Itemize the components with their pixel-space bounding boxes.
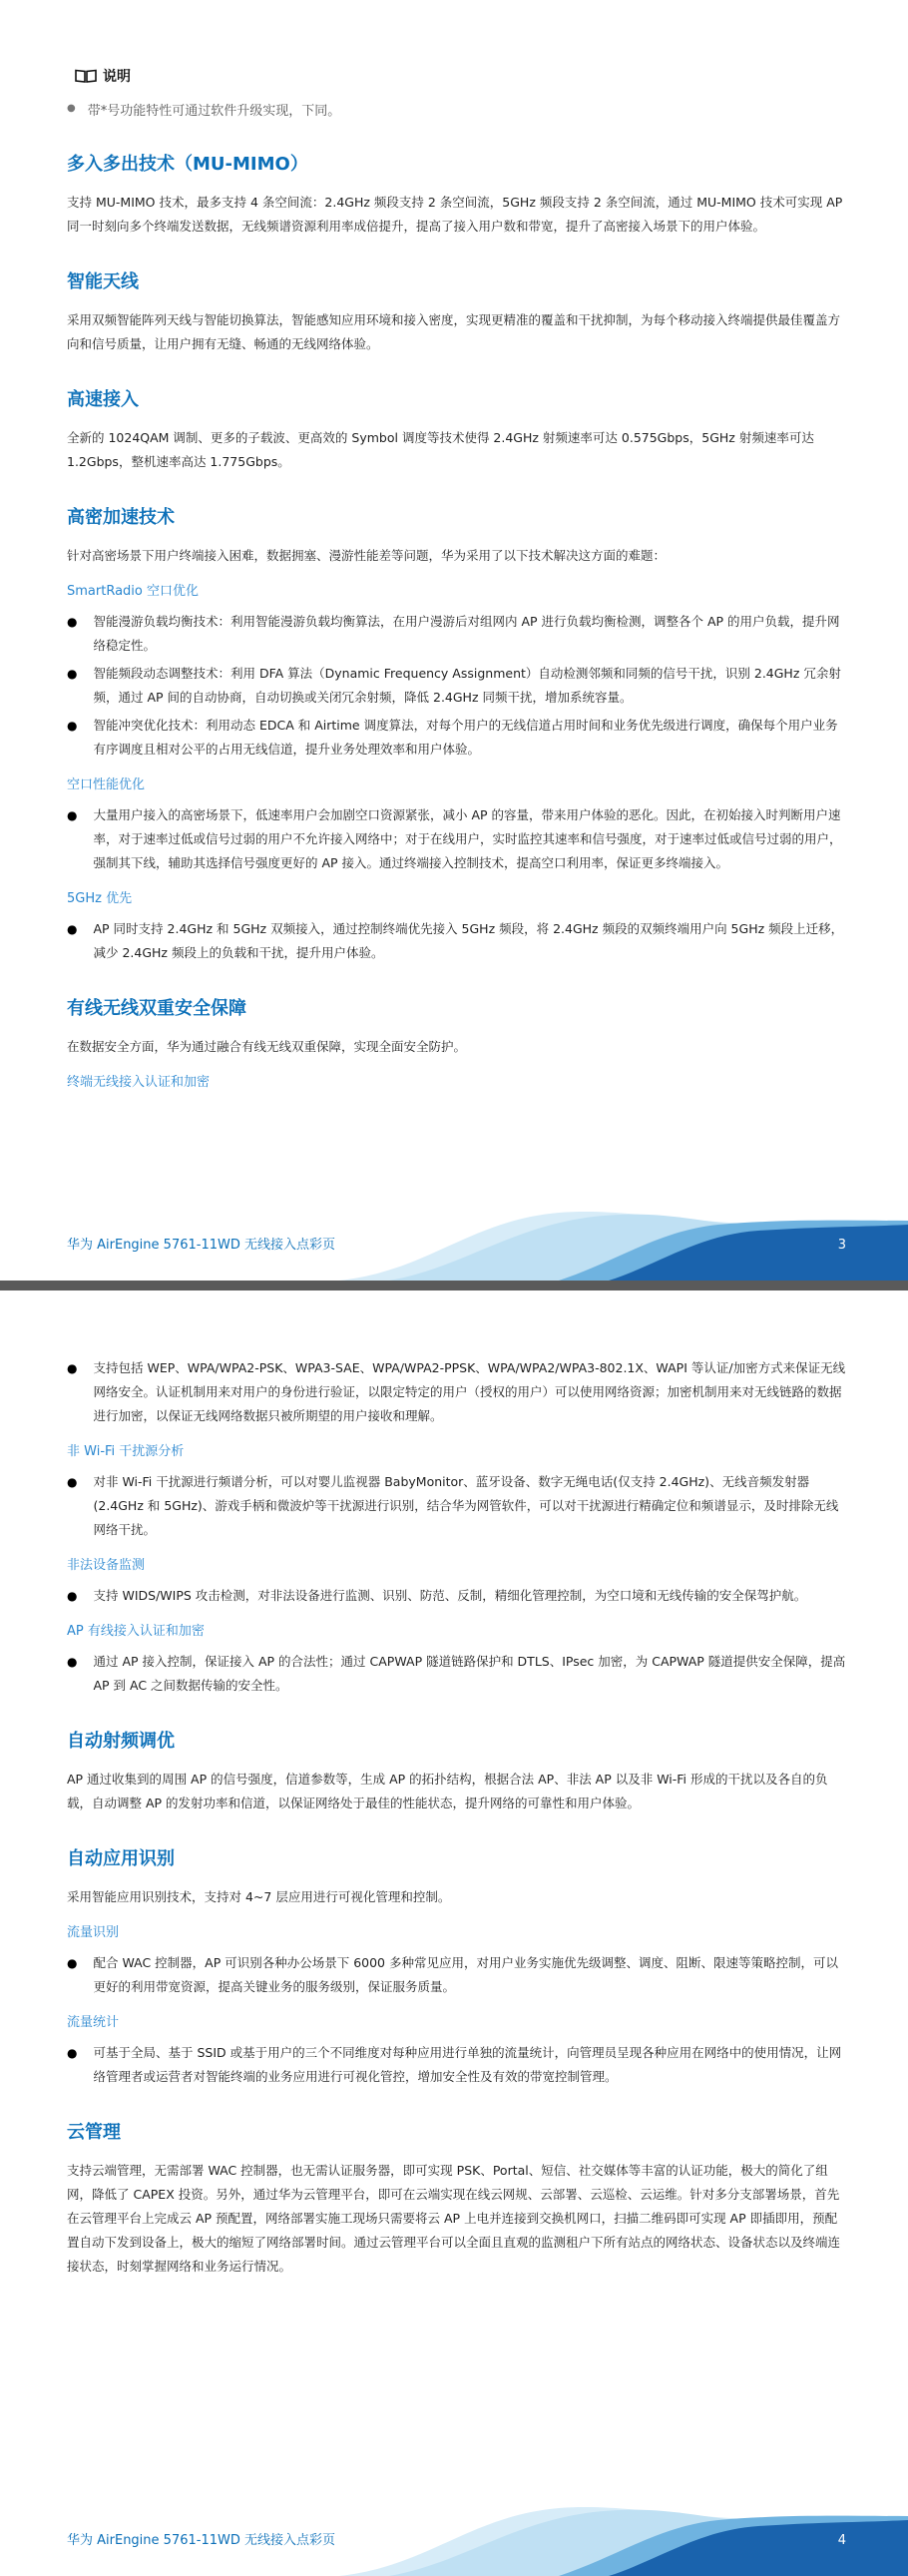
bullet-text: 智能漫游负载均衡技术：利用智能漫游负载均衡算法，在用户漫游后对组网内 AP 进行负载均衡检测，调整各个 AP 的用户负载，提升网络稳定性。 bbox=[93, 614, 840, 653]
bullet-item bbox=[67, 610, 846, 658]
bullet-dot: ● bbox=[67, 615, 78, 629]
note-label: 说明 bbox=[103, 69, 131, 85]
paragraph: 针对高密场景下用户终端接入困难，数据拥塞、漫游性能差等问题，华为采用了以下技术解决这方面的难题： bbox=[67, 548, 667, 563]
paragraph: 支持云端管理，无需部署 WAC 控制器，也无需认证服务器，即可实现 PSK、Portal、短信、社交媒体等丰富的认证功能，极大的简化了组网，降低了 CAPEX 投资。另外，通过华为云管理平台，即可在云端实现在线云网规、云部署、云巡检、云运维。针对多分支部署场景，首先在云管理平台上完成云 AP 预配置，网络部署实施工现场只需要将云 AP 上电并连接到交换机网口，扫描二维码即可实现 AP 即插即用，预配置自动下发到设备上，极大的缩短了网络部署时间。通过云管理平台可以全面且直观的监测租户下所有站点的网络状态、设备状态以及终端连接状态，时刻掌握网络和业务运行情况。 bbox=[67, 2163, 841, 2274]
section-title: 高密加速技术 bbox=[67, 507, 175, 528]
subsection-title: AP 有线接入认证和加密 bbox=[67, 1624, 205, 1639]
bullet-dot: ● bbox=[67, 1956, 78, 1970]
bullet-dot: ● bbox=[67, 103, 76, 114]
bullet-item bbox=[67, 1584, 846, 1608]
subsection-title: 终端无线接入认证和加密 bbox=[67, 1075, 211, 1090]
paragraph: 在数据安全方面，华为通过融合有线无线双重保障，实现全面安全防护。 bbox=[67, 1039, 467, 1054]
bullet-text: 配合 WAC 控制器，AP 可识别各种办公场景下 6000 多种常见应用，对用户业务实施优先级调整、调度、阻断、限速等策略控制，可以更好的利用带宽资源，提高关键业务的服务级别，保证服务质量。 bbox=[93, 1955, 838, 1994]
section-title: 云管理 bbox=[67, 2122, 121, 2143]
bullet-text: 支持 WIDS/WIPS 攻击检测，对非法设备进行监测、识别、防范、反制，精细化管理控制，为空口境和无线传输的安全保驾护航。 bbox=[93, 1588, 807, 1603]
page-footer bbox=[0, 2496, 908, 2576]
note-heading bbox=[75, 66, 846, 86]
bullet-text: 通过 AP 接入控制，保证接入 AP 的合法性；通过 CAPWAP 隧道链路保护和 DTLS、IPsec 加密，为 CAPWAP 隧道提供安全保障，提高 AP 到 AC 之间数据传输的安全性。 bbox=[93, 1654, 846, 1693]
bullet-text: 支持包括 WEP、WPA/WPA2-PSK、WPA3-SAE、WPA/WPA2-PPSK、WPA/WPA2/WPA3-802.1X、WAPI 等认证/加密方式来保证无线网络安全。认证机制用来对用户的身份进行验证，以限定特定的用户（授权的用户）可以使用网络资源；加密机制用来对无线链路的数据进行加密，以保证无线网络数据只被所期望的用户接收和理解。 bbox=[93, 1360, 846, 1423]
page-footer bbox=[0, 1201, 908, 1281]
paragraph: AP 通过收集到的周围 AP 的信号强度，信道参数等，生成 AP 的拓扑结构，根据合法 AP、非法 AP 以及非 Wi-Fi 形成的干扰以及各自的负载，自动调整 AP 的发射功率和信道，以保证网络处于最佳的性能状态，提升网络的可靠性和用户体验。 bbox=[67, 1772, 828, 1810]
note-item bbox=[67, 100, 846, 119]
footer-title: 华为 AirEngine 5761-11WD 无线接入点彩页 bbox=[67, 2533, 335, 2548]
bullet-item bbox=[67, 1951, 846, 1999]
bullet-text: 智能冲突优化技术：利用动态 EDCA 和 Airtime 调度算法，对每个用户的无线信道占用时间和业务优先级进行调度，确保每个用户业务有序调度且相对公平的占用无线信道，提升业务处理效率和用户体验。 bbox=[93, 718, 838, 757]
bullet-text: 可基于全局、基于 SSID 或基于用户的三个不同维度对每种应用进行单独的流量统计，向管理员呈现各种应用在网络中的使用情况，让网络管理者或运营者对智能终端的业务应用进行可视化管控，增加安全性及有效的带宽控制管理。 bbox=[93, 2045, 842, 2084]
page-4 bbox=[0, 1290, 908, 2576]
bullet-dot: ● bbox=[67, 1361, 78, 1375]
bullet-text: 大量用户接入的高密场景下，低速率用户会加剧空口资源紧张，减小 AP 的容量，带来用户体验的恶化。因此，在初始接入时判断用户速率，对于速率过低或信号过弱的用户不允许接入网络中；对于在线用户，实时监控其速率和信号强度，对于速率过低或信号过弱的用户，强制其下线，辅助其选择信号强度更好的 AP 接入。通过终端接入控制技术，提高空口利用率，保证更多终端接入。 bbox=[93, 807, 842, 870]
bullet-dot: ● bbox=[67, 719, 78, 733]
sections bbox=[67, 1356, 846, 2279]
paragraph: 采用智能应用识别技术，支持对 4~7 层应用进行可视化管理和控制。 bbox=[67, 1889, 451, 1904]
section-title: 多入多出技术（MU-MIMO） bbox=[67, 154, 308, 175]
subsection-title: 非法设备监测 bbox=[67, 1558, 146, 1573]
bullet-item bbox=[67, 714, 846, 762]
bullet-dot: ● bbox=[67, 808, 78, 822]
subsection-title: 流量识别 bbox=[67, 1925, 120, 1940]
bullet-dot: ● bbox=[67, 1589, 78, 1603]
bullet-item bbox=[67, 2041, 846, 2089]
section-title: 有线无线双重安全保障 bbox=[67, 998, 246, 1019]
page-content bbox=[67, 1356, 846, 2279]
bullet-dot: ● bbox=[67, 1475, 78, 1489]
page-number: 4 bbox=[837, 2533, 846, 2548]
paragraph: 全新的 1024QAM 调制、更多的子载波、更高效的 Symbol 调度等技术使得 2.4GHz 射频速率可达 0.575Gbps，5GHz 射频速率可达 1.2Gbps，整机速率高达 1.775Gbps。 bbox=[67, 430, 814, 469]
bullet-text: 智能频段动态调整技术：利用 DFA 算法（Dynamic Frequency Assignment）自动检测邻频和同频的信号干扰，识别 2.4GHz 冗余射频，通过 AP 间的自动协商，自动切换或关闭冗余射频，降低 2.4GHz 同频干扰，增加系统容量。 bbox=[93, 666, 841, 705]
sections bbox=[67, 153, 846, 1093]
paragraph: 支持 MU-MIMO 技术，最多支持 4 条空间流：2.4GHz 频段支持 2 条空间流，5GHz 频段支持 2 条空间流，通过 MU-MIMO 技术可实现 AP 同一时刻向多个终端发送数据，无线频谱资源利用率成倍提升，提高了接入用户数和带宽，提升了高密接入场景下的用户体验。 bbox=[67, 195, 843, 234]
bullet-dot: ● bbox=[67, 2046, 78, 2060]
bullet-item bbox=[67, 917, 846, 965]
paragraph: 采用双频智能阵列天线与智能切换算法，智能感知应用环境和接入密度，实现更精准的覆盖和干扰抑制，为每个移动接入终端提供最佳覆盖方向和信号质量，让用户拥有无缝、畅通的无线网络体验。 bbox=[67, 312, 841, 351]
section-title: 高速接入 bbox=[67, 389, 139, 410]
bullet-dot: ● bbox=[67, 922, 78, 936]
note-text: 带*号功能特性可通过软件升级实现，下同。 bbox=[87, 104, 341, 119]
section-title: 自动射频调优 bbox=[67, 1731, 175, 1752]
subsection-title: 空口性能优化 bbox=[67, 777, 146, 792]
section-title: 智能天线 bbox=[67, 271, 139, 292]
bullet-item bbox=[67, 1650, 846, 1698]
book-icon bbox=[75, 69, 97, 83]
page-content bbox=[67, 66, 846, 1101]
footer-title: 华为 AirEngine 5761-11WD 无线接入点彩页 bbox=[67, 1238, 335, 1253]
bullet-item bbox=[67, 803, 846, 875]
page-3 bbox=[0, 0, 908, 1281]
bullet-dot: ● bbox=[67, 667, 78, 681]
subsection-title: SmartRadio 空口优化 bbox=[67, 584, 199, 599]
bullet-item bbox=[67, 662, 846, 710]
bullet-text: AP 同时支持 2.4GHz 和 5GHz 双频接入，通过控制终端优先接入 5GHz 频段，将 2.4GHz 频段的双频终端用户向 5GHz 频段上迁移，减少 2.4GHz 频段上的负载和干扰，提升用户体验。 bbox=[93, 921, 844, 960]
bullet-dot: ● bbox=[67, 1655, 78, 1669]
subsection-title: 非 Wi-Fi 干扰源分析 bbox=[67, 1444, 185, 1459]
bullet-text: 对非 Wi-Fi 干扰源进行频谱分析，可以对婴儿监视器 BabyMonitor、蓝牙设备、数字无绳电话(仅支持 2.4GHz)、无线音频发射器(2.4GHz 和 5GHz)、游戏手柄和微波炉等干扰源进行识别，结合华为网管软件，可以对干扰源进行精确定位和频谱显示，及时排除无线网络干扰。 bbox=[93, 1474, 839, 1537]
page-gap bbox=[0, 1281, 908, 1290]
subsection-title: 流量统计 bbox=[67, 2015, 120, 2030]
bullet-item bbox=[67, 1356, 846, 1428]
bullet-item bbox=[67, 1470, 846, 1542]
page-number: 3 bbox=[837, 1238, 846, 1253]
section-title: 自动应用识别 bbox=[67, 1848, 175, 1869]
subsection-title: 5GHz 优先 bbox=[67, 891, 133, 906]
